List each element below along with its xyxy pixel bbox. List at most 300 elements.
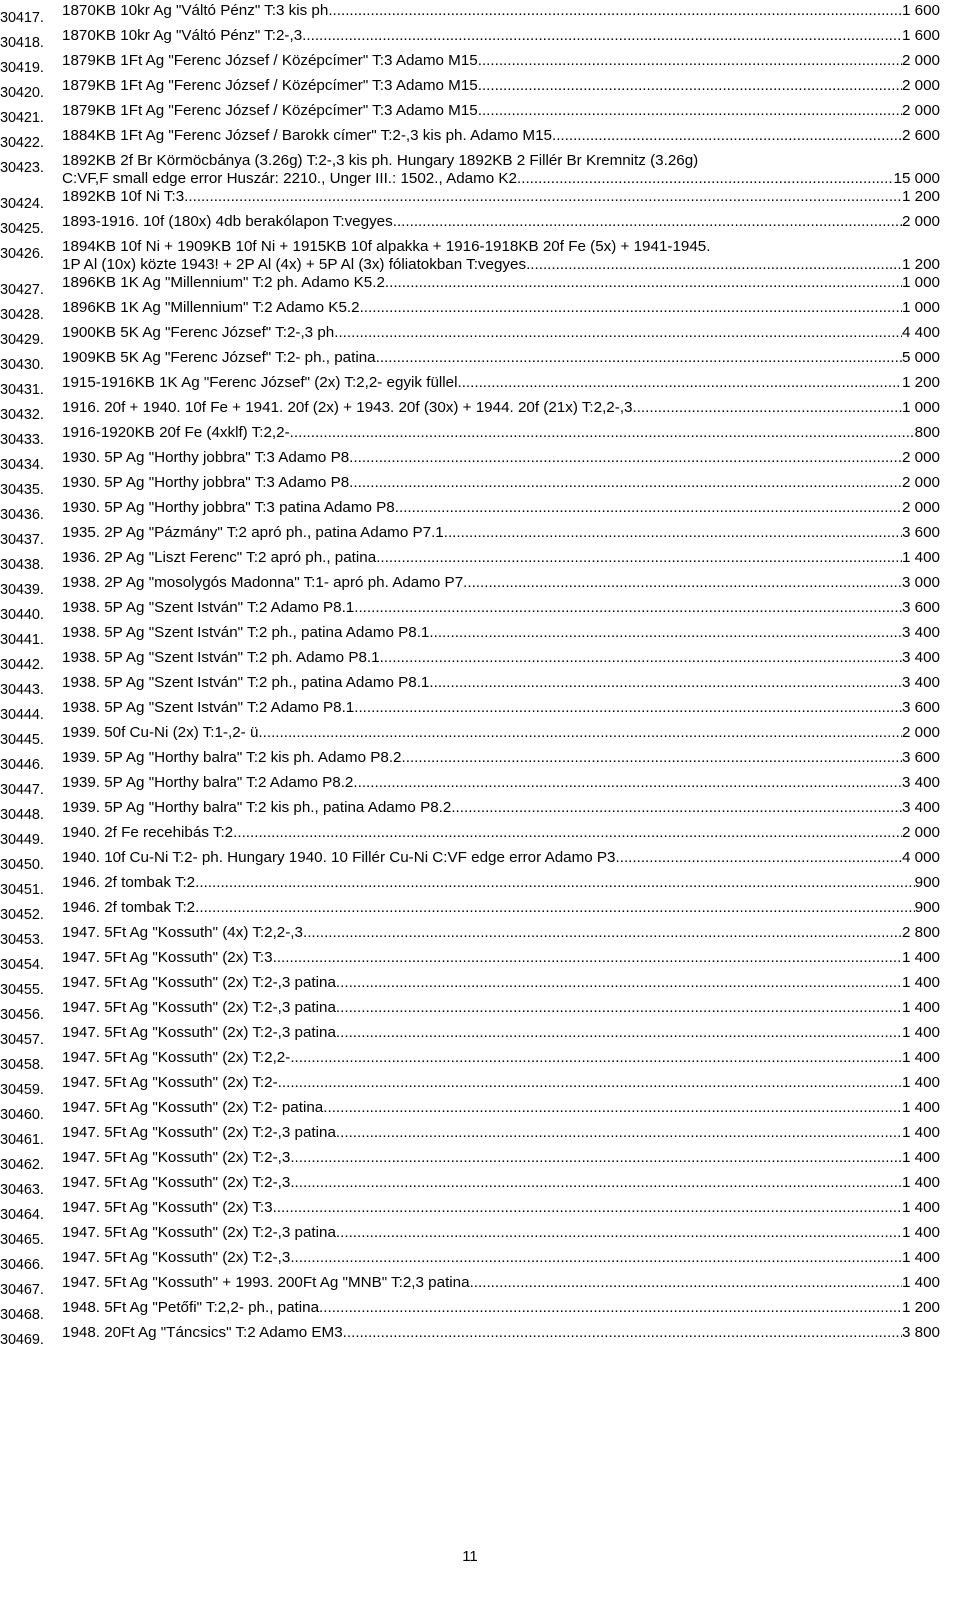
description-final-line: [62, 1149, 940, 1167]
lot-number: 30451.: [0, 882, 44, 898]
description-text: 1948. 5Ft Ag "Petőfi" T:2,2- ph., patina: [62, 1299, 320, 1316]
catalog-entry: [0, 374, 960, 399]
starting-price: 3 400: [901, 774, 940, 791]
lot-number: 30427.: [0, 282, 44, 298]
catalog-entry: [0, 1074, 960, 1099]
starting-price: 1 400: [901, 1099, 940, 1116]
description-text: 1879KB 1Ft Ag "Ferenc József / Középcímer" T:3 Adamo M15: [62, 102, 478, 119]
catalog-entry: [0, 699, 960, 724]
description-text: 1915-1916KB 1K Ag "Ferenc József" (2x) T:2,2- egyik füllel: [62, 374, 458, 391]
starting-price: 3 000: [901, 574, 940, 591]
catalog-entry: [0, 127, 960, 152]
description-text: 1946. 2f tombak T:2: [62, 874, 196, 891]
dot-leader: [290, 424, 915, 442]
page-number: 11: [462, 1548, 478, 1565]
lot-description: [62, 52, 940, 70]
dot-leader: [360, 299, 902, 317]
lot-number: 30465.: [0, 1232, 44, 1248]
lot-number: 30445.: [0, 732, 44, 748]
description-final-line: [62, 299, 940, 317]
description-text: 1947. 5Ft Ag "Kossuth" + 1993. 200Ft Ag "MNB" T:2,3 patina: [62, 1274, 470, 1291]
lot-number: 30456.: [0, 1007, 44, 1023]
lot-description: [62, 127, 940, 145]
dot-leader: [195, 874, 915, 892]
lot-description: [62, 749, 940, 767]
dot-leader: [457, 374, 902, 392]
description-final-line: [62, 77, 940, 95]
dot-leader: [273, 1199, 902, 1217]
description-final-line: [62, 649, 940, 667]
description-text: 1947. 5Ft Ag "Kossuth" (2x) T:2-,3 patina: [62, 1024, 336, 1041]
description-text: 1947. 5Ft Ag "Kossuth" (2x) T:2-,3 patina: [62, 999, 336, 1016]
catalog-entry: [0, 749, 960, 774]
description-final-line: [62, 599, 940, 617]
description-text: 1946. 2f tombak T:2: [62, 899, 196, 916]
lot-number: 30453.: [0, 932, 44, 948]
lot-number: 30422.: [0, 135, 44, 151]
catalog-entry: [0, 213, 960, 238]
description-final-line: [62, 799, 940, 817]
description-final-line: [62, 1049, 940, 1067]
dot-leader: [354, 599, 902, 617]
dot-leader: [376, 549, 902, 567]
dot-leader: [526, 256, 902, 274]
catalog-entry: [0, 238, 960, 274]
description-final-line: [62, 624, 940, 642]
description-final-line: [62, 2, 940, 20]
lot-number: 30464.: [0, 1207, 44, 1223]
description-final-line: [62, 1174, 940, 1192]
starting-price: 1 200: [901, 374, 940, 391]
lot-description: [62, 649, 940, 667]
description-text: 1884KB 1Ft Ag "Ferenc József / Barokk címer" T:2-,3 kis ph. Adamo M15: [62, 127, 552, 144]
description-text: 1939. 5P Ag "Horthy balra" T:2 kis ph. Adamo P8.2: [62, 749, 402, 766]
lot-number: 30466.: [0, 1257, 44, 1273]
description-text: 1939. 5P Ag "Horthy balra" T:2 kis ph., patina Adamo P8.2: [62, 799, 452, 816]
starting-price: 1 400: [901, 974, 940, 991]
starting-price: 1 600: [901, 2, 940, 19]
dot-leader: [303, 924, 902, 942]
dot-leader: [290, 1249, 902, 1267]
description-text: 1947. 5Ft Ag "Kossuth" (2x) T:2,2-: [62, 1049, 291, 1066]
description-final-line: [62, 549, 940, 567]
lot-description: [62, 274, 940, 292]
description-text: 1870KB 10kr Ag "Váltó Pénz" T:2-,3: [62, 27, 303, 44]
lot-number: 30435.: [0, 482, 44, 498]
catalog-entry: [0, 499, 960, 524]
starting-price: 1 400: [901, 949, 940, 966]
starting-price: 1 400: [901, 1224, 940, 1241]
description-text: C:VF,F small edge error Huszár: 2210., Unger III.: 1502., Adamo K2: [62, 170, 517, 187]
lot-number: 30420.: [0, 85, 44, 101]
dot-leader: [463, 574, 902, 592]
catalog-entry: [0, 524, 960, 549]
description-final-line: [62, 449, 940, 467]
catalog-entry: [0, 649, 960, 674]
catalog-entry: [0, 874, 960, 899]
lot-description: [62, 849, 940, 867]
catalog-entry: [0, 299, 960, 324]
lot-description: [62, 2, 940, 20]
description-final-line: [62, 524, 940, 542]
description-line: 1892KB 2f Br Körmöcbánya (3.26g) T:2-,3 kis ph. Hungary 1892KB 2 Fillér Br Kremnitz (3.26g): [62, 152, 699, 169]
description-final-line: [62, 474, 940, 492]
dot-leader: [470, 1274, 902, 1292]
lot-number: 30467.: [0, 1282, 44, 1298]
description-final-line: [62, 324, 940, 342]
lot-number: 30418.: [0, 35, 44, 51]
description-final-line: [62, 899, 940, 917]
catalog-entry: [0, 274, 960, 299]
starting-price: 1 400: [901, 999, 940, 1016]
lot-description: [62, 1099, 940, 1117]
description-final-line: [62, 274, 940, 292]
dot-leader: [323, 1099, 902, 1117]
dot-leader: [319, 1299, 902, 1317]
description-final-line: [62, 699, 940, 717]
catalog-entry: [0, 474, 960, 499]
catalog-entry: [0, 1199, 960, 1224]
lot-description: [62, 924, 940, 942]
dot-leader: [336, 1124, 902, 1142]
catalog-entry: [0, 102, 960, 127]
lot-description: [62, 574, 940, 592]
lot-description: [62, 624, 940, 642]
lot-description: [62, 549, 940, 567]
lot-number: 30419.: [0, 60, 44, 76]
dot-leader: [278, 1074, 902, 1092]
starting-price: 1 400: [901, 1249, 940, 1266]
dot-leader: [616, 849, 902, 867]
starting-price: 5 000: [901, 349, 940, 366]
lot-description: [62, 799, 940, 817]
lot-number: 30441.: [0, 632, 44, 648]
starting-price: 1 400: [901, 1074, 940, 1091]
lot-description: [62, 974, 940, 992]
catalog-entry: [0, 1149, 960, 1174]
description-text: 1947. 5Ft Ag "Kossuth" (2x) T:3: [62, 949, 273, 966]
description-text: 1947. 5Ft Ag "Kossuth" (2x) T:2-,3 patina: [62, 974, 336, 991]
description-text: 1896KB 1K Ag "Millennium" T:2 ph. Adamo K5.2: [62, 274, 385, 291]
description-final-line: [62, 574, 940, 592]
lot-description: [62, 999, 940, 1017]
dot-leader: [184, 188, 902, 206]
starting-price: 2 000: [901, 499, 940, 516]
description-text: 1879KB 1Ft Ag "Ferenc József / Középcímer" T:3 Adamo M15: [62, 77, 478, 94]
starting-price: 3 600: [901, 599, 940, 616]
description-text: 1948. 20Ft Ag "Táncsics" T:2 Adamo EM3: [62, 1324, 343, 1341]
lot-number: 30457.: [0, 1032, 44, 1048]
catalog-entry: [0, 924, 960, 949]
description-final-line: [62, 1224, 940, 1242]
starting-price: 2 800: [901, 924, 940, 941]
lot-description: [62, 77, 940, 95]
dot-leader: [552, 127, 902, 145]
lot-number: 30455.: [0, 982, 44, 998]
lot-number: 30443.: [0, 682, 44, 698]
description-text: 1947. 5Ft Ag "Kossuth" (2x) T:2-,3: [62, 1149, 291, 1166]
lot-number: 30468.: [0, 1307, 44, 1323]
catalog-entry: [0, 774, 960, 799]
dot-leader: [336, 974, 902, 992]
lot-number: 30442.: [0, 657, 44, 673]
lot-description: [62, 899, 940, 917]
description-text: 1930. 5P Ag "Horthy jobbra" T:3 Adamo P8: [62, 449, 350, 466]
catalog-entry: [0, 849, 960, 874]
description-final-line: [62, 1099, 940, 1117]
catalog-entry: [0, 824, 960, 849]
starting-price: 2 000: [901, 52, 940, 69]
catalog-entry: [0, 399, 960, 424]
lot-number: 30462.: [0, 1157, 44, 1173]
starting-price: 900: [914, 874, 940, 891]
description-text: 1870KB 10kr Ag "Váltó Pénz" T:3 kis ph.: [62, 2, 333, 19]
catalog-entry: [0, 1099, 960, 1124]
starting-price: 3 400: [901, 674, 940, 691]
description-text: 1940. 2f Fe recehibás T:2: [62, 824, 234, 841]
description-final-line: [62, 774, 940, 792]
starting-price: 1 400: [901, 1124, 940, 1141]
lot-description: [62, 1324, 940, 1342]
description-final-line: [62, 1074, 940, 1092]
starting-price: 800: [914, 424, 940, 441]
lot-description: [62, 102, 940, 120]
lot-number: 30463.: [0, 1182, 44, 1198]
lot-description: [62, 1174, 940, 1192]
starting-price: 1 400: [901, 549, 940, 566]
lot-number: 30436.: [0, 507, 44, 523]
catalog-entry: [0, 1249, 960, 1274]
dot-leader: [273, 949, 902, 967]
description-text: 1938. 5P Ag "Szent István" T:2 Adamo P8.1: [62, 699, 355, 716]
dot-leader: [353, 774, 902, 792]
lot-description: [62, 699, 940, 717]
description-text: 1939. 50f Cu-Ni (2x) T:1-,2- ü.: [62, 724, 263, 741]
lot-number: 30448.: [0, 807, 44, 823]
lot-number: 30449.: [0, 832, 44, 848]
lot-description: [62, 299, 940, 317]
description-final-line: [62, 1274, 940, 1292]
description-final-line: [62, 849, 940, 867]
starting-price: 1 400: [901, 1199, 940, 1216]
description-text: 1938. 2P Ag "mosolygós Madonna" T:1- apró ph. Adamo P7: [62, 574, 464, 591]
dot-leader: [338, 324, 902, 342]
lot-description: [62, 524, 940, 542]
lot-description: [62, 824, 940, 842]
lot-description: [62, 1199, 940, 1217]
lot-description: [62, 874, 940, 892]
description-final-line: [62, 674, 940, 692]
catalog-entry: [0, 574, 960, 599]
description-text: 1940. 10f Cu-Ni T:2- ph. Hungary 1940. 10 Fillér Cu-Ni C:VF edge error Adamo P3: [62, 849, 616, 866]
lot-description: [62, 1149, 940, 1167]
lot-description: [62, 27, 940, 45]
catalog-entry: [0, 549, 960, 574]
starting-price: 3 400: [901, 624, 940, 641]
lot-description: [62, 349, 940, 367]
description-text: 1938. 5P Ag "Szent István" T:2 ph., patina Adamo P8.1: [62, 624, 430, 641]
dot-leader: [402, 749, 902, 767]
lot-description: [62, 152, 940, 188]
catalog-entry: [0, 1024, 960, 1049]
description-final-line: [62, 949, 940, 967]
description-text: 1892KB 10f Ni T:3: [62, 188, 185, 205]
starting-price: 1 400: [901, 1149, 940, 1166]
description-line: 1894KB 10f Ni + 1909KB 10f Ni + 1915KB 10f alpakka + 1916-1918KB 20f Fe (5x) + 1941-1945.: [62, 238, 711, 255]
description-text: 1930. 5P Ag "Horthy jobbra" T:3 Adamo P8: [62, 474, 350, 491]
lot-number: 30458.: [0, 1057, 44, 1073]
catalog-entry: [0, 799, 960, 824]
lot-number: 30433.: [0, 432, 44, 448]
starting-price: 1 200: [901, 1299, 940, 1316]
lot-description: [62, 499, 940, 517]
dot-leader: [233, 824, 902, 842]
description-text: 1896KB 1K Ag "Millennium" T:2 Adamo K5.2: [62, 299, 360, 316]
description-text: 1900KB 5K Ag "Ferenc József" T:2-,3 ph.: [62, 324, 339, 341]
lot-description: [62, 724, 940, 742]
lot-number: 30452.: [0, 907, 44, 923]
description-final-line: [62, 874, 940, 892]
description-text: 1939. 5P Ag "Horthy balra" T:2 Adamo P8.2: [62, 774, 354, 791]
description-final-line: [62, 424, 940, 442]
lot-number: 30454.: [0, 957, 44, 973]
lot-description: [62, 399, 940, 417]
lot-description: [62, 449, 940, 467]
starting-price: 2 000: [901, 824, 940, 841]
lot-number: 30460.: [0, 1107, 44, 1123]
starting-price: 1 400: [901, 1024, 940, 1041]
description-final-line: [62, 127, 940, 145]
description-text: 1P Al (10x) közte 1943! + 2P Al (4x) + 5P Al (3x) fóliatokban T:vegyes: [62, 256, 527, 273]
lot-description: [62, 1249, 940, 1267]
dot-leader: [302, 27, 902, 45]
catalog-entry: [0, 1224, 960, 1249]
dot-leader: [632, 399, 902, 417]
lot-description: [62, 949, 940, 967]
lot-number: 30434.: [0, 457, 44, 473]
catalog-entry: [0, 1124, 960, 1149]
starting-price: 2 000: [901, 724, 940, 741]
dot-leader: [195, 899, 915, 917]
lot-number: 30440.: [0, 607, 44, 623]
dot-leader: [376, 349, 902, 367]
lot-description: [62, 674, 940, 692]
starting-price: 1 000: [901, 274, 940, 291]
lot-description: [62, 774, 940, 792]
dot-leader: [444, 524, 902, 542]
starting-price: 3 800: [901, 1324, 940, 1341]
lot-description: [62, 474, 940, 492]
dot-leader: [517, 170, 894, 188]
dot-leader: [290, 1174, 902, 1192]
lot-description: [62, 599, 940, 617]
description-text: 1947. 5Ft Ag "Kossuth" (2x) T:2-,3 patina: [62, 1224, 336, 1241]
catalog-entry: [0, 599, 960, 624]
description-text: 1909KB 5K Ag "Ferenc József" T:2- ph., patina: [62, 349, 376, 366]
description-final-line: [62, 52, 940, 70]
description-final-line: [62, 824, 940, 842]
description-final-line: [62, 1324, 940, 1342]
starting-price: 3 600: [901, 749, 940, 766]
lot-description: [62, 324, 940, 342]
catalog-listing: [0, 2, 960, 1349]
catalog-entry: [0, 77, 960, 102]
lot-description: [62, 424, 940, 442]
description-final-line: [62, 1299, 940, 1317]
dot-leader: [349, 449, 902, 467]
catalog-entry: [0, 349, 960, 374]
lot-number: 30447.: [0, 782, 44, 798]
lot-number: 30431.: [0, 382, 44, 398]
lot-number: 30426.: [0, 246, 44, 262]
catalog-entry: [0, 424, 960, 449]
dot-leader: [429, 674, 902, 692]
dot-leader: [354, 699, 902, 717]
lot-number: 30429.: [0, 332, 44, 348]
lot-number: 30469.: [0, 1332, 44, 1348]
lot-number: 30417.: [0, 10, 44, 26]
description-text: 1938. 5P Ag "Szent István" T:2 Adamo P8.1: [62, 599, 355, 616]
lot-number: 30437.: [0, 532, 44, 548]
starting-price: 900: [914, 899, 940, 916]
catalog-entry: [0, 724, 960, 749]
lot-number: 30461.: [0, 1132, 44, 1148]
dot-leader: [336, 1224, 902, 1242]
starting-price: 1 000: [901, 299, 940, 316]
lot-number: 30450.: [0, 857, 44, 873]
description-final-line: [62, 256, 940, 274]
starting-price: 4 000: [901, 849, 940, 866]
description-text: 1938. 5P Ag "Szent István" T:2 ph. Adamo P8.1: [62, 649, 380, 666]
lot-number: 30421.: [0, 110, 44, 126]
catalog-entry: [0, 188, 960, 213]
lot-number: 30428.: [0, 307, 44, 323]
lot-description: [62, 213, 940, 231]
starting-price: 3 600: [901, 699, 940, 716]
description-final-line: [62, 102, 940, 120]
starting-price: 2 600: [901, 127, 940, 144]
starting-price: 2 000: [901, 474, 940, 491]
dot-leader: [349, 474, 902, 492]
lot-number: 30439.: [0, 582, 44, 598]
lot-number: 30424.: [0, 196, 44, 212]
description-final-line: [62, 1124, 940, 1142]
lot-number: 30430.: [0, 357, 44, 373]
description-text: 1935. 2P Ag "Pázmány" T:2 apró ph., patina Adamo P7.1: [62, 524, 444, 541]
catalog-entry: [0, 674, 960, 699]
lot-number: 30444.: [0, 707, 44, 723]
dot-leader: [429, 624, 902, 642]
description-final-line: [62, 499, 940, 517]
lot-description: [62, 188, 940, 206]
catalog-entry: [0, 1274, 960, 1299]
lot-description: [62, 1299, 940, 1317]
description-text: 1947. 5Ft Ag "Kossuth" (2x) T:2- patina: [62, 1099, 324, 1116]
starting-price: 15 000: [893, 170, 940, 187]
dot-leader: [263, 724, 902, 742]
lot-number: 30438.: [0, 557, 44, 573]
starting-price: 2 000: [901, 213, 940, 230]
description-final-line: [62, 724, 940, 742]
catalog-entry: [0, 2, 960, 27]
lot-number: 30432.: [0, 407, 44, 423]
dot-leader: [478, 102, 902, 120]
description-text: 1947. 5Ft Ag "Kossuth" (2x) T:2-,3: [62, 1174, 291, 1191]
starting-price: 3 400: [901, 799, 940, 816]
lot-description: [62, 374, 940, 392]
description-text: 1879KB 1Ft Ag "Ferenc József / Középcímer" T:3 Adamo M15: [62, 52, 478, 69]
description-final-line: [62, 399, 940, 417]
